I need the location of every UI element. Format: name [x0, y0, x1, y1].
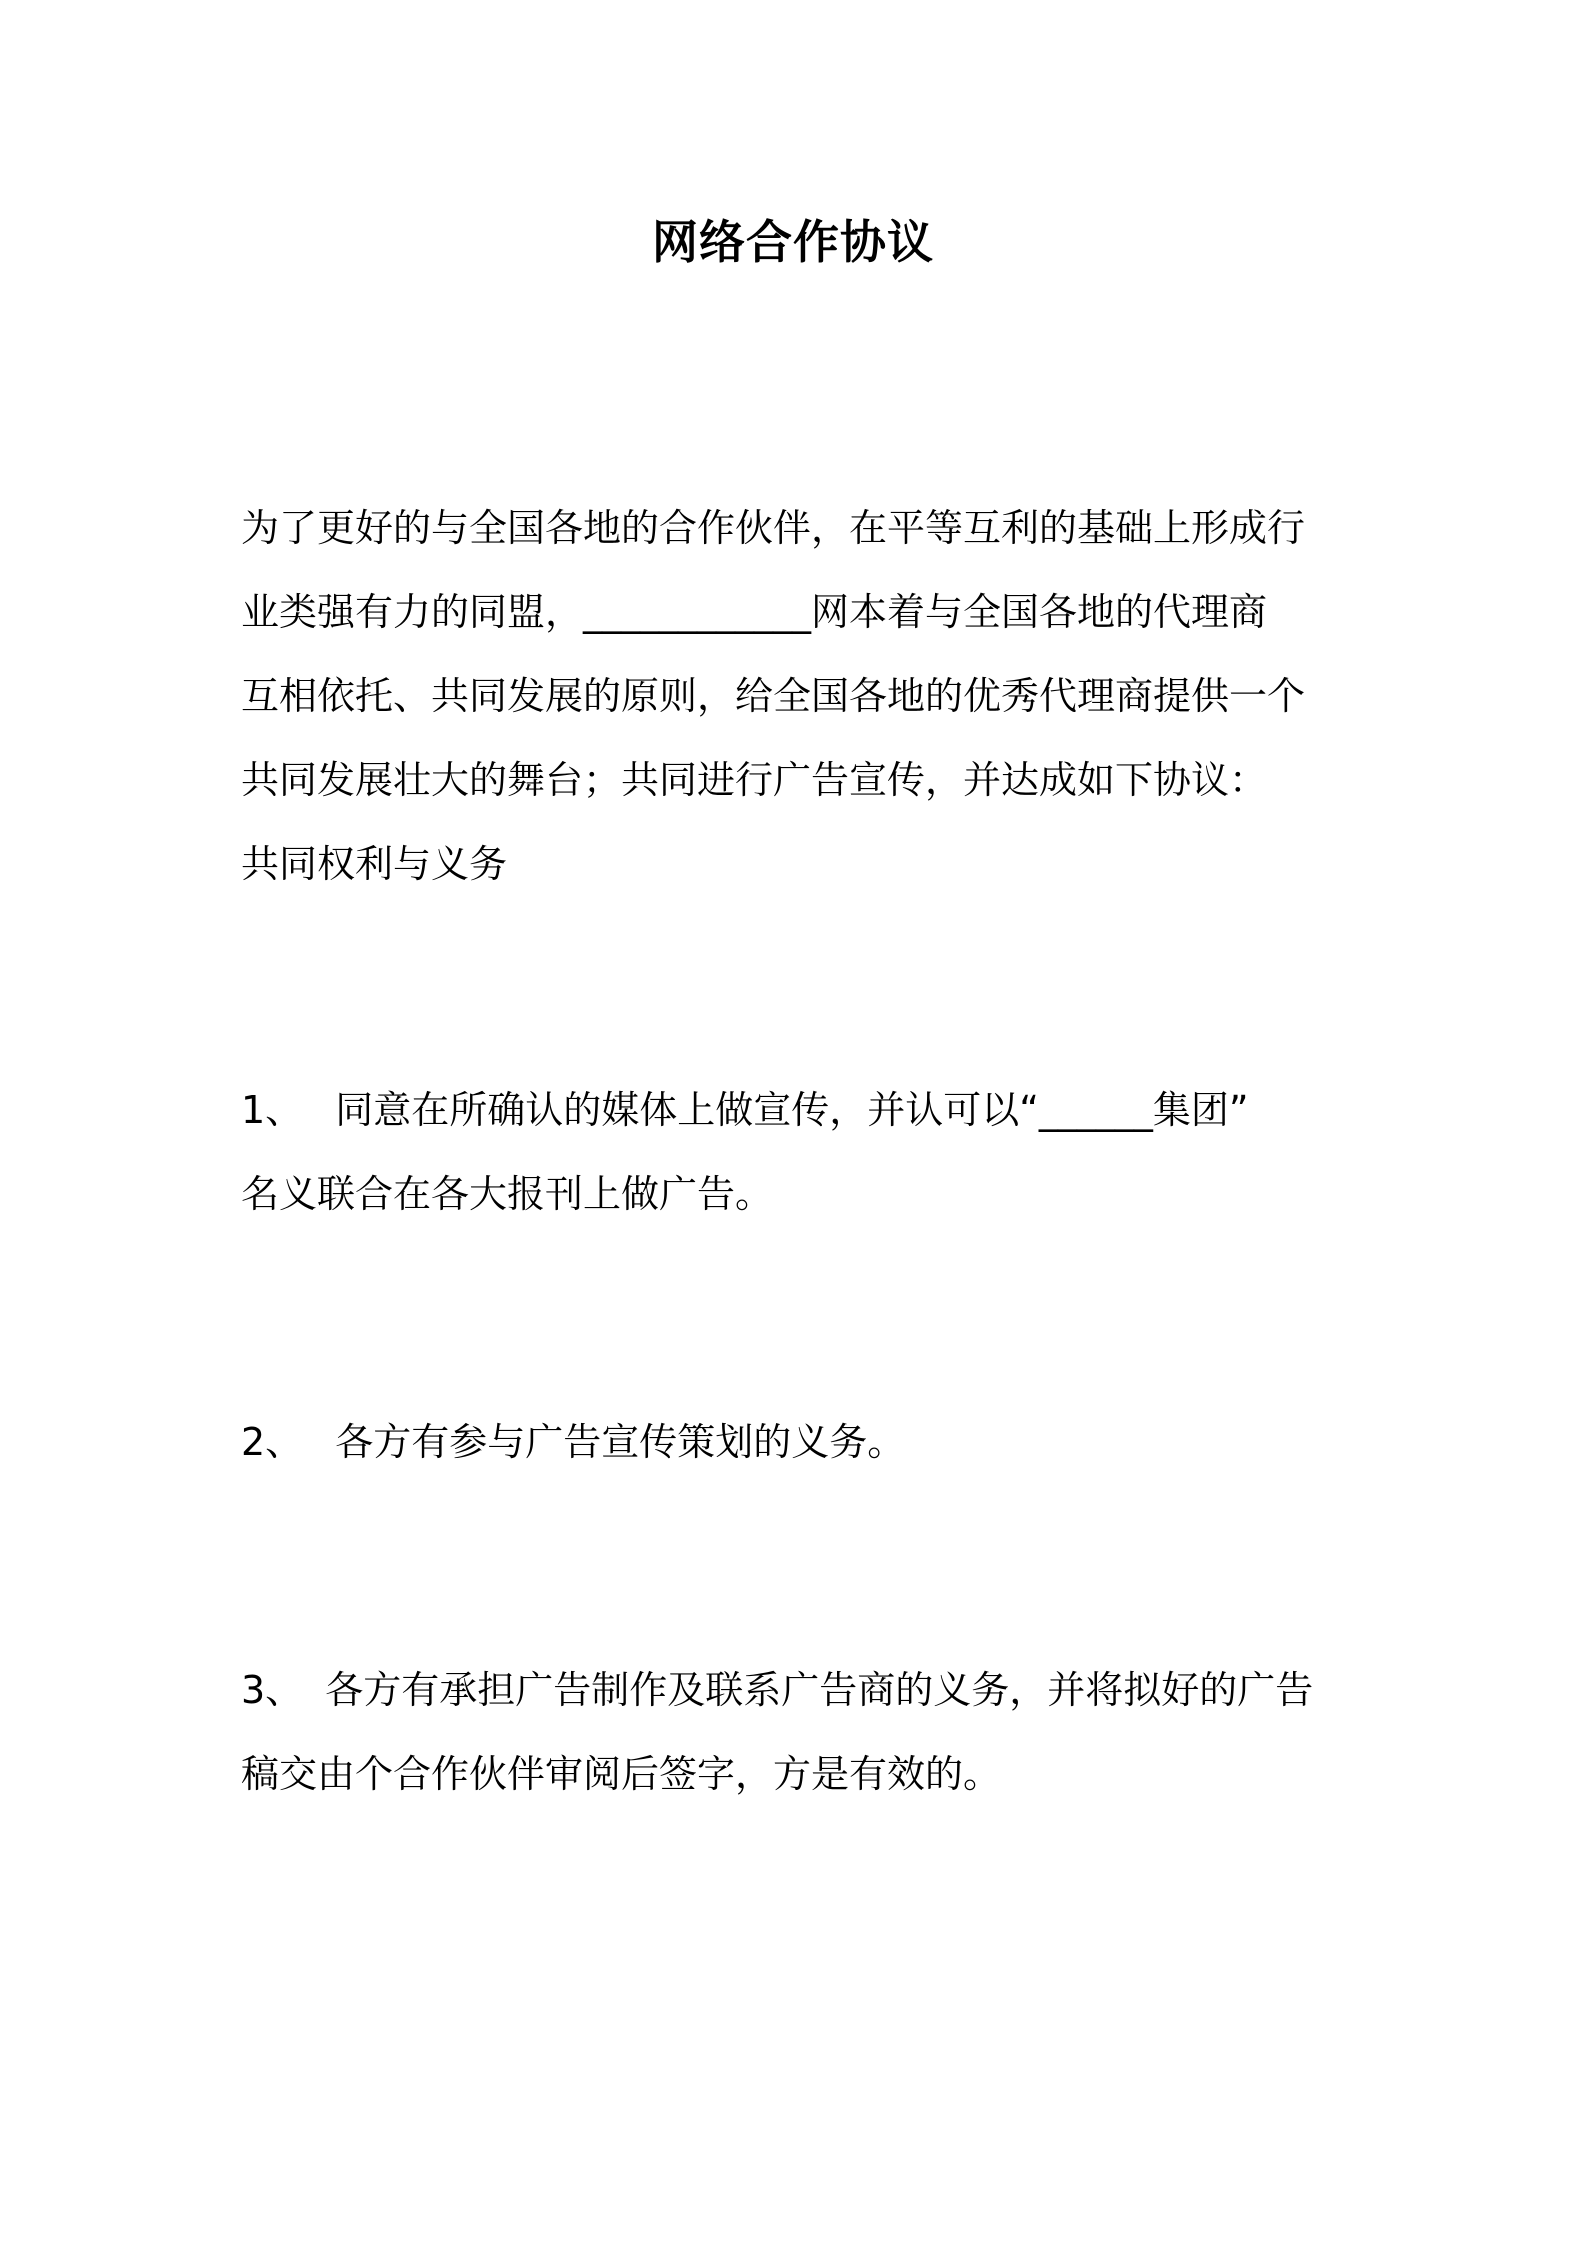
clause-1 [241, 1068, 1361, 1236]
intro-line: 共同发展壮大的舞台；共同进行广告宣传，并达成如下协议： [241, 758, 1268, 802]
clause-number: 1、 [241, 1088, 304, 1132]
clause-line [241, 1400, 1361, 1484]
intro-line: 共同权利与义务 [241, 842, 508, 886]
intro-line: 为了更好的与全国各地的合作伙伴，在平等互利的基础上形成行 [241, 506, 1306, 550]
clause-number: 2、 [241, 1420, 304, 1464]
clause-line: 稿交由个合作伙伴审阅后签字，方是有效的。 [241, 1752, 1002, 1796]
intro-paragraph [241, 486, 1361, 906]
clause-text: 各方有承担广告制作及联系广告商的义务，并将拟好的广告 [325, 1668, 1314, 1712]
clause-number: 3、 [241, 1668, 304, 1712]
clause-text: 各方有参与广告宣传策划的义务。 [335, 1420, 906, 1464]
clause-text: 同意在所确认的媒体上做宣传，并认可以“______集团” [335, 1088, 1249, 1132]
document-title: 网络合作协议 [652, 215, 934, 269]
clause-2 [241, 1400, 1361, 1484]
clause-line [241, 1648, 1361, 1732]
intro-line: 互相依托、共同发展的原则，给全国各地的优秀代理商提供一个 [241, 674, 1306, 718]
clause-3 [241, 1648, 1361, 1816]
clause-line: 名义联合在各大报刊上做广告。 [241, 1172, 774, 1216]
clause-line [241, 1068, 1361, 1152]
intro-line: 业类强有力的同盟，____________网本着与全国各地的代理商 [241, 590, 1268, 634]
